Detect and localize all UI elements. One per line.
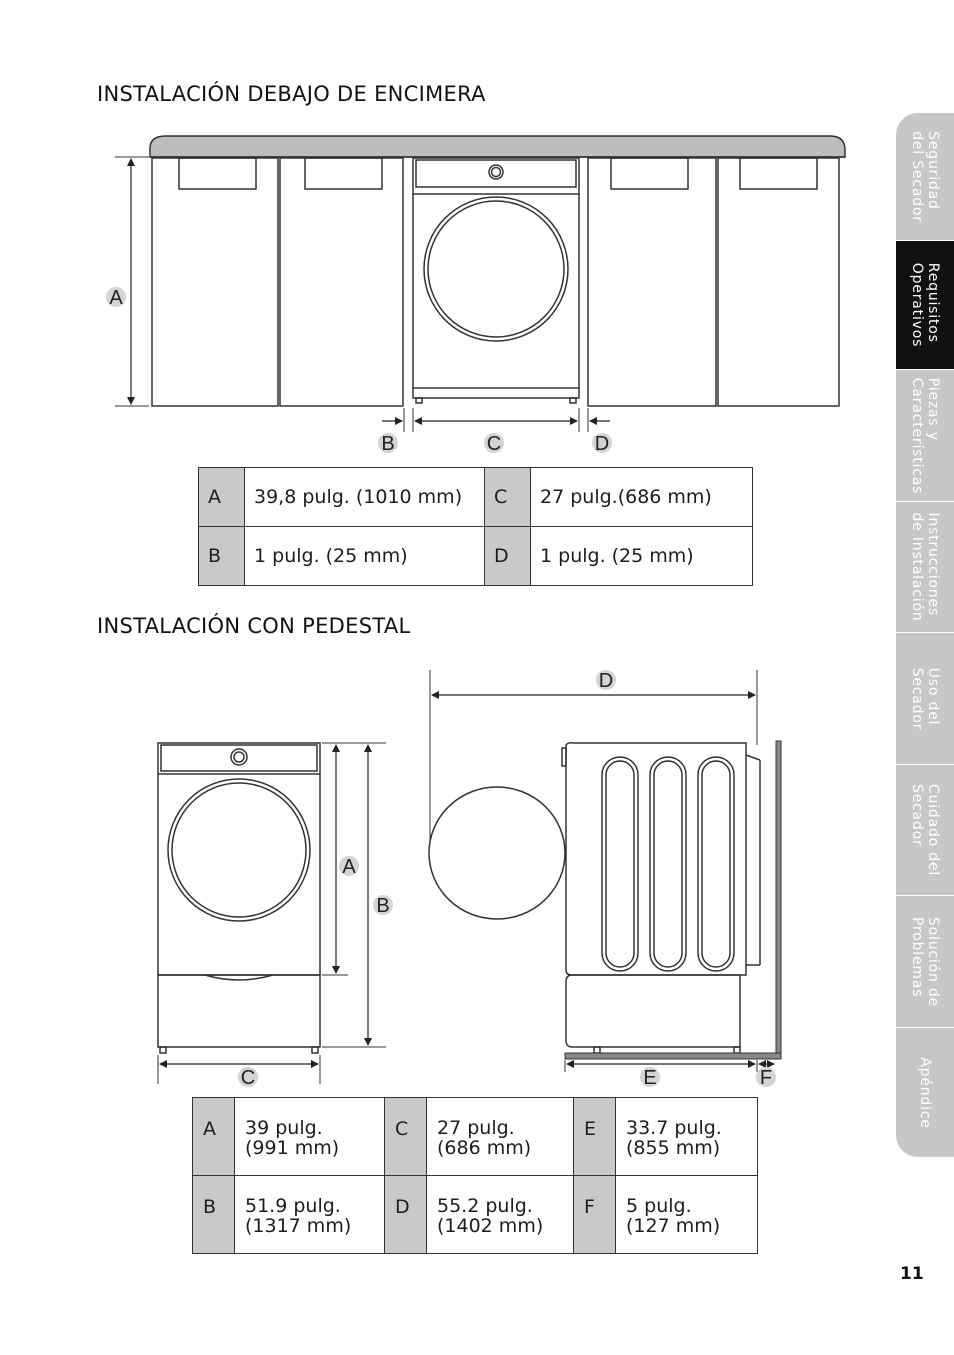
label-a xyxy=(339,856,359,878)
dimension-value: 5 pulg. (127 mm) xyxy=(616,1176,758,1254)
tab-label: Requisitos Operativos xyxy=(909,262,941,348)
tab-label: Cuidado del Secador xyxy=(909,783,941,877)
tab-label: Instrucciones de Instalación xyxy=(909,512,941,622)
tab-piezas-y-caracteristicas[interactable] xyxy=(896,370,954,502)
dimension-key: C xyxy=(485,468,531,527)
dryer-front-on-pedestal xyxy=(158,743,320,1053)
section-title-pedestal: INSTALACIÓN CON PEDESTAL xyxy=(97,614,411,638)
dimension-key: F xyxy=(574,1176,616,1254)
tab-cuidado-del-secador[interactable] xyxy=(896,765,954,896)
label-d xyxy=(596,670,616,692)
svg-text:C: C xyxy=(486,433,502,455)
svg-text:D: D xyxy=(594,433,610,455)
dimension-key: E xyxy=(574,1098,616,1176)
dimension-value: 1 pulg. (25 mm) xyxy=(245,527,485,586)
dimension-value: 55.2 pulg. (1402 mm) xyxy=(427,1176,574,1254)
dimension-value: 51.9 pulg. (1317 mm) xyxy=(235,1176,385,1254)
tab-label: Piezas y Características xyxy=(909,377,941,494)
dimension-value: 1 pulg. (25 mm) xyxy=(531,527,753,586)
dimension-key: A xyxy=(193,1098,235,1176)
svg-text:D: D xyxy=(598,670,614,692)
svg-text:C: C xyxy=(240,1067,256,1089)
section-title-under-counter: INSTALACIÓN DEBAJO DE ENCIMERA xyxy=(97,82,486,106)
label-b xyxy=(373,895,393,917)
dimension-value: 27 pulg.(686 mm) xyxy=(531,468,753,527)
dimension-key: D xyxy=(385,1176,427,1254)
svg-text:A: A xyxy=(342,856,356,878)
dimension-value: 27 pulg. (686 mm) xyxy=(427,1098,574,1176)
dimension-key: B xyxy=(199,527,245,586)
tab-solucion-de-problemas[interactable] xyxy=(896,896,954,1028)
tab-uso-del-secador[interactable] xyxy=(896,633,954,765)
tab-apendice[interactable] xyxy=(896,1028,954,1157)
dimension-value: 33.7 pulg. (855 mm) xyxy=(616,1098,758,1176)
dimension-key: D xyxy=(485,527,531,586)
dimension-value: 39 pulg. (991 mm) xyxy=(235,1098,385,1176)
page-number: 11 xyxy=(900,1264,924,1284)
tab-instrucciones-de-instalacion[interactable] xyxy=(896,502,954,633)
tab-label: Solución de Problemas xyxy=(909,916,941,1007)
tab-requisitos-operativos[interactable] xyxy=(896,241,954,370)
label-f xyxy=(756,1067,776,1089)
tab-label: Apéndice xyxy=(917,1056,933,1129)
dimension-key: C xyxy=(385,1098,427,1176)
wall xyxy=(776,741,781,1054)
floor xyxy=(565,1053,781,1059)
svg-text:E: E xyxy=(643,1067,657,1089)
label-e xyxy=(640,1067,660,1089)
dimension-key: B xyxy=(193,1176,235,1254)
tab-label: Uso del Secador xyxy=(909,667,941,730)
svg-text:B: B xyxy=(381,433,395,455)
svg-text:F: F xyxy=(759,1067,773,1089)
svg-text:A: A xyxy=(109,287,123,309)
table-row xyxy=(193,1098,758,1176)
dimension-key: A xyxy=(199,468,245,527)
tab-label: Seguridad del Secador xyxy=(909,130,941,223)
table-row xyxy=(193,1176,758,1254)
tab-seguridad-del-secador[interactable] xyxy=(896,113,954,241)
pedestal-dimensions-table xyxy=(192,1097,758,1254)
label-c xyxy=(238,1067,258,1089)
dimension-value: 39,8 pulg. (1010 mm) xyxy=(245,468,485,527)
dryer-side-view xyxy=(429,743,760,1053)
svg-text:B: B xyxy=(376,895,390,917)
